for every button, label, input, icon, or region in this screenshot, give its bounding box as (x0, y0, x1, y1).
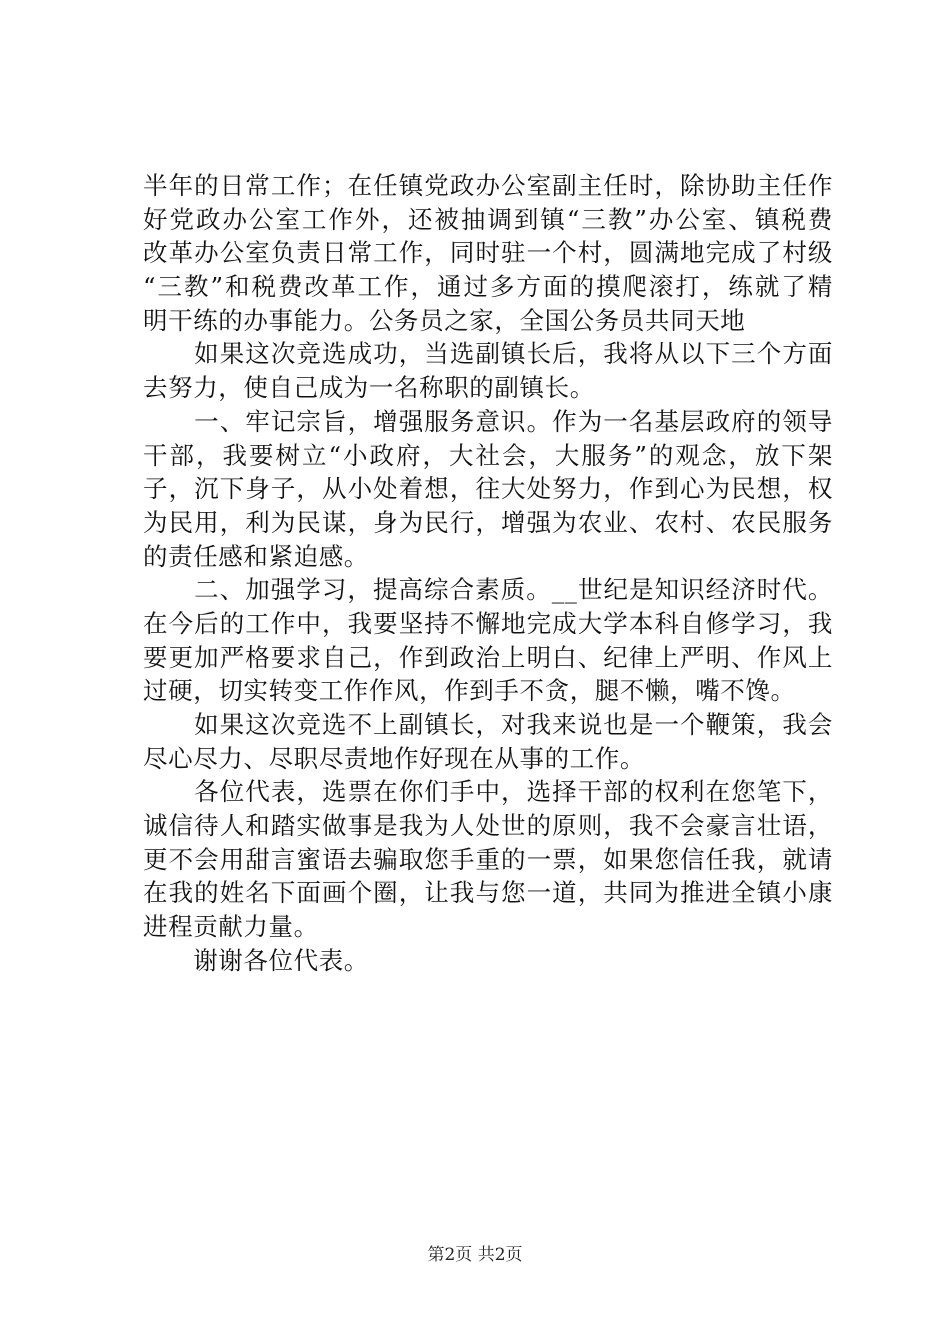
body-line: 为民用，利为民谋，身为民行，增强为农业、农村、农民服务 (143, 507, 833, 537)
body-line: 一、牢记宗旨，增强服务意识。作为一名基层政府的领导 (143, 406, 833, 436)
body-line: 干部，我要树立“小政府，大社会，大服务”的观念，放下架 (143, 440, 833, 470)
body-line: 进程贡献力量。 (143, 912, 319, 942)
body-line: 去努力，使自己成为一名称职的副镇长。 (143, 373, 595, 403)
body-line: 谢谢各位代表。 (143, 945, 369, 975)
body-line: 各位代表，选票在你们手中，选择干部的权利在您笔下， (143, 777, 833, 807)
body-line: 在今后的工作中，我要坚持不懈地完成大学本科自修学习，我 (143, 608, 833, 638)
body-line: 诚信待人和踏实做事是我为人处世的原则，我不会豪言壮语， (143, 811, 833, 841)
body-line: 改革办公室负责日常工作，同时驻一个村，圆满地完成了村级 (143, 238, 833, 268)
body-line: 的责任感和紧迫感。 (143, 541, 369, 571)
body-line: 好党政办公室工作外，还被抽调到镇“三教”办公室、镇税费 (143, 204, 833, 234)
body-line: 更不会用甜言蜜语去骗取您手重的一票，如果您信任我，就请 (143, 844, 833, 874)
body-line: “三教”和税费改革工作，通过多方面的摸爬滚打，练就了精 (143, 272, 833, 302)
page-footer (0, 1243, 950, 1267)
body-line: 明干练的办事能力。公务员之家，全国公务员共同天地 (143, 305, 746, 335)
body-line: 尽心尽力、尽职尽责地作好现在从事的工作。 (143, 743, 645, 773)
body-line: 二、加强学习，提高综合素质。__世纪是知识经济时代。 (143, 575, 833, 605)
body-line: 过硬，切实转变工作作风，作到手不贪，腿不懒，嘴不馋。 (143, 676, 796, 706)
body-line: 在我的姓名下面画个圈，让我与您一道，共同为推进全镇小康 (143, 878, 833, 908)
body-line: 子，沉下身子，从小处着想，往大处努力，作到心为民想，权 (143, 474, 833, 504)
page-number: 第2页 共2页 (427, 1245, 523, 1265)
body-line: 要更加严格要求自己，作到政治上明白、纪律上严明、作风上 (143, 642, 833, 672)
body-line: 半年的日常工作；在任镇党政办公室副主任时，除协助主任作 (143, 171, 833, 200)
document-body (143, 169, 833, 978)
body-line: 如果这次竞选成功，当选副镇长后，我将从以下三个方面 (143, 339, 833, 369)
body-line: 如果这次竞选不上副镇长，对我来说也是一个鞭策，我会 (143, 710, 833, 739)
